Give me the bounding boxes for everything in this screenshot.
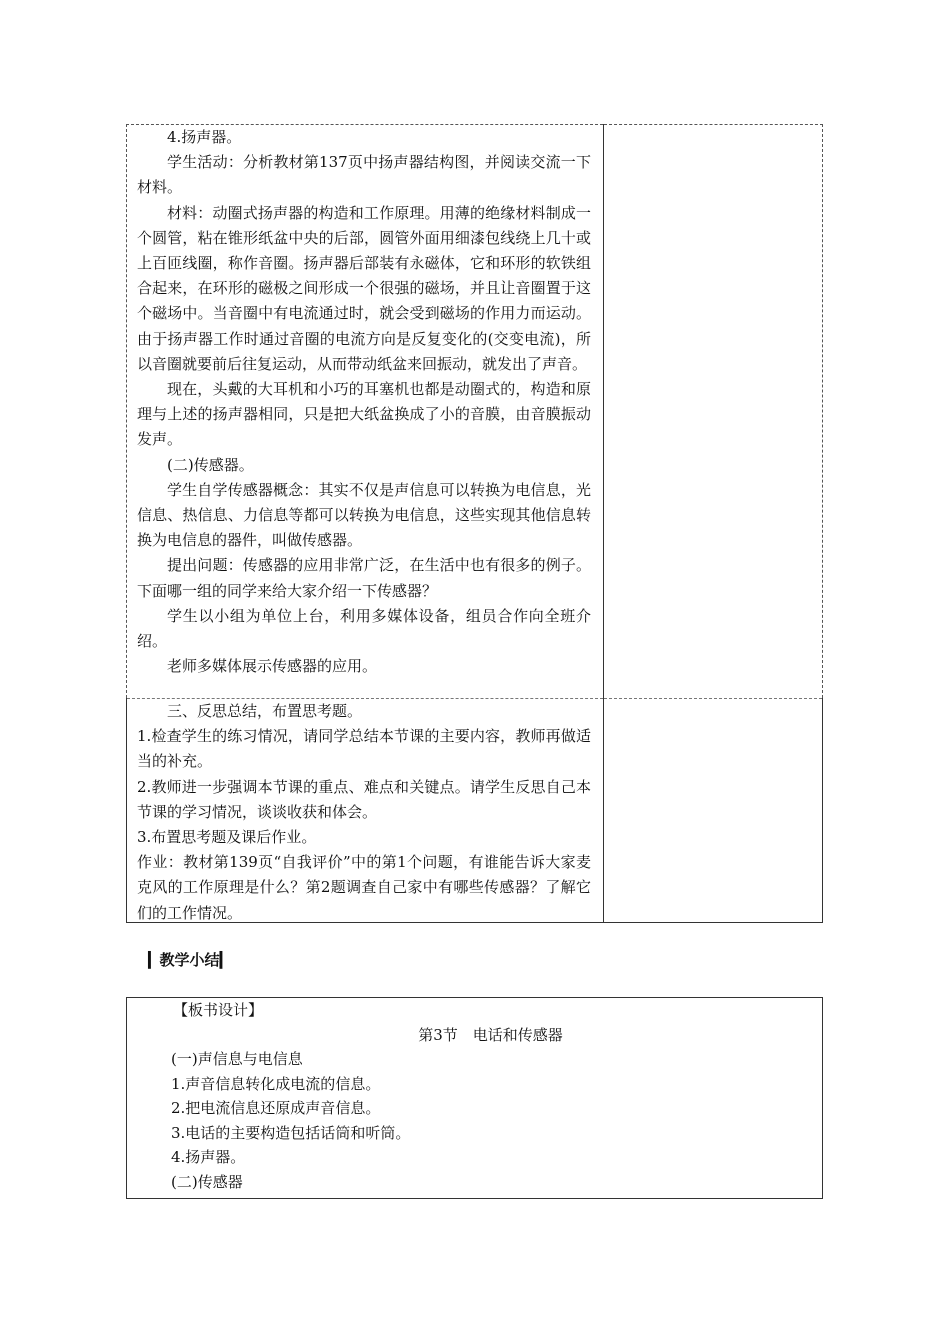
paragraph: 学生以小组为单位上台，利用多媒体设备，组员合作向全班介绍。 — [137, 606, 591, 651]
table-row — [127, 125, 823, 699]
lesson-table — [126, 124, 823, 923]
table-row — [127, 699, 823, 923]
board-line: 4.扬声器。 — [171, 1148, 246, 1166]
paragraph: 2.教师进一步强调本节课的重点、难点和关键点。请学生反思自己本节课的学习情况，谈谈收获和体会。 — [137, 777, 591, 821]
board-line: 3.电话的主要构造包括话筒和听筒。 — [171, 1123, 411, 1142]
board-title: 第3节 电话和传感器 — [418, 1025, 563, 1044]
board-line: (二)传感器 — [171, 1172, 243, 1191]
paragraph: 提出问题：传感器的应用非常广泛，在生活中也有很多的例子。下面哪一组的同学来给大家介绍一下传感器？ — [137, 556, 591, 600]
board-design-box — [126, 997, 823, 1199]
paragraph: 作业：教材第139页“自我评价”中的第1个问题，有谁能告诉大家麦克风的工作原理是什么？第2题调查自己家中有哪些传感器？了解它们的工作情况。 — [137, 853, 591, 922]
board-line: 2.把电流信息还原成声音信息。 — [171, 1099, 381, 1117]
paragraph: 老师多媒体展示传感器的应用。 — [167, 657, 378, 676]
board-label: 【板书设计】 — [173, 1001, 264, 1019]
paragraph: 4.扬声器。 — [167, 128, 242, 146]
section-heading: ▎教学小结▎ — [148, 951, 232, 969]
paragraph: (二)传感器。 — [167, 455, 254, 474]
notes-cell — [604, 125, 823, 699]
paragraph: 1.检查学生的练习情况，请同学总结本节课的主要内容，教师再做适当的补充。 — [137, 727, 591, 771]
paragraph: 三、反思总结，布置思考题。 — [167, 702, 363, 720]
paragraph: 材料：动圈式扬声器的构造和工作原理。用薄的绝缘材料制成一个圆管，粘在锥形纸盆中央的后部，圆管外面用细漆包线绕上几十或上百匝线圈，称作音圈。扬声器后部装有永磁体，它和环形的软铁组合起来，在环形的磁极之间形成一个很强的磁场，并且让音圈置于这个磁场中。当音圈中有电流通过时，就会受到磁场的作用力而运动。由于扬声器工作时通过音圈的电流方向是反复变化的(交变电流)，所以音圈就要前后往复运动，从而带动纸盆来回振动，就发出了声音。 — [137, 203, 591, 373]
paragraph: 现在，头戴的大耳机和小巧的耳塞机也都是动圈式的，构造和原理与上述的扬声器相同，只是把大纸盆换成了小的音膜，由音膜振动发声。 — [137, 380, 591, 449]
content-cell — [127, 699, 604, 923]
board-line: 1.声音信息转化成电流的信息。 — [171, 1074, 381, 1093]
paragraph: 3.布置思考题及课后作业。 — [137, 828, 317, 847]
paragraph: 学生自学传感器概念：其实不仅是声信息可以转换为电信息，光信息、热信息、力信息等都可以转换为电信息，这些实现其他信息转换为电信息的器件，叫做传感器。 — [137, 480, 591, 550]
paragraph: 学生活动：分析教材第137页中扬声器结构图，并阅读交流一下材料。 — [137, 153, 591, 197]
board-line: (一)声信息与电信息 — [171, 1050, 303, 1068]
content-cell — [127, 125, 604, 699]
notes-cell — [604, 699, 823, 923]
